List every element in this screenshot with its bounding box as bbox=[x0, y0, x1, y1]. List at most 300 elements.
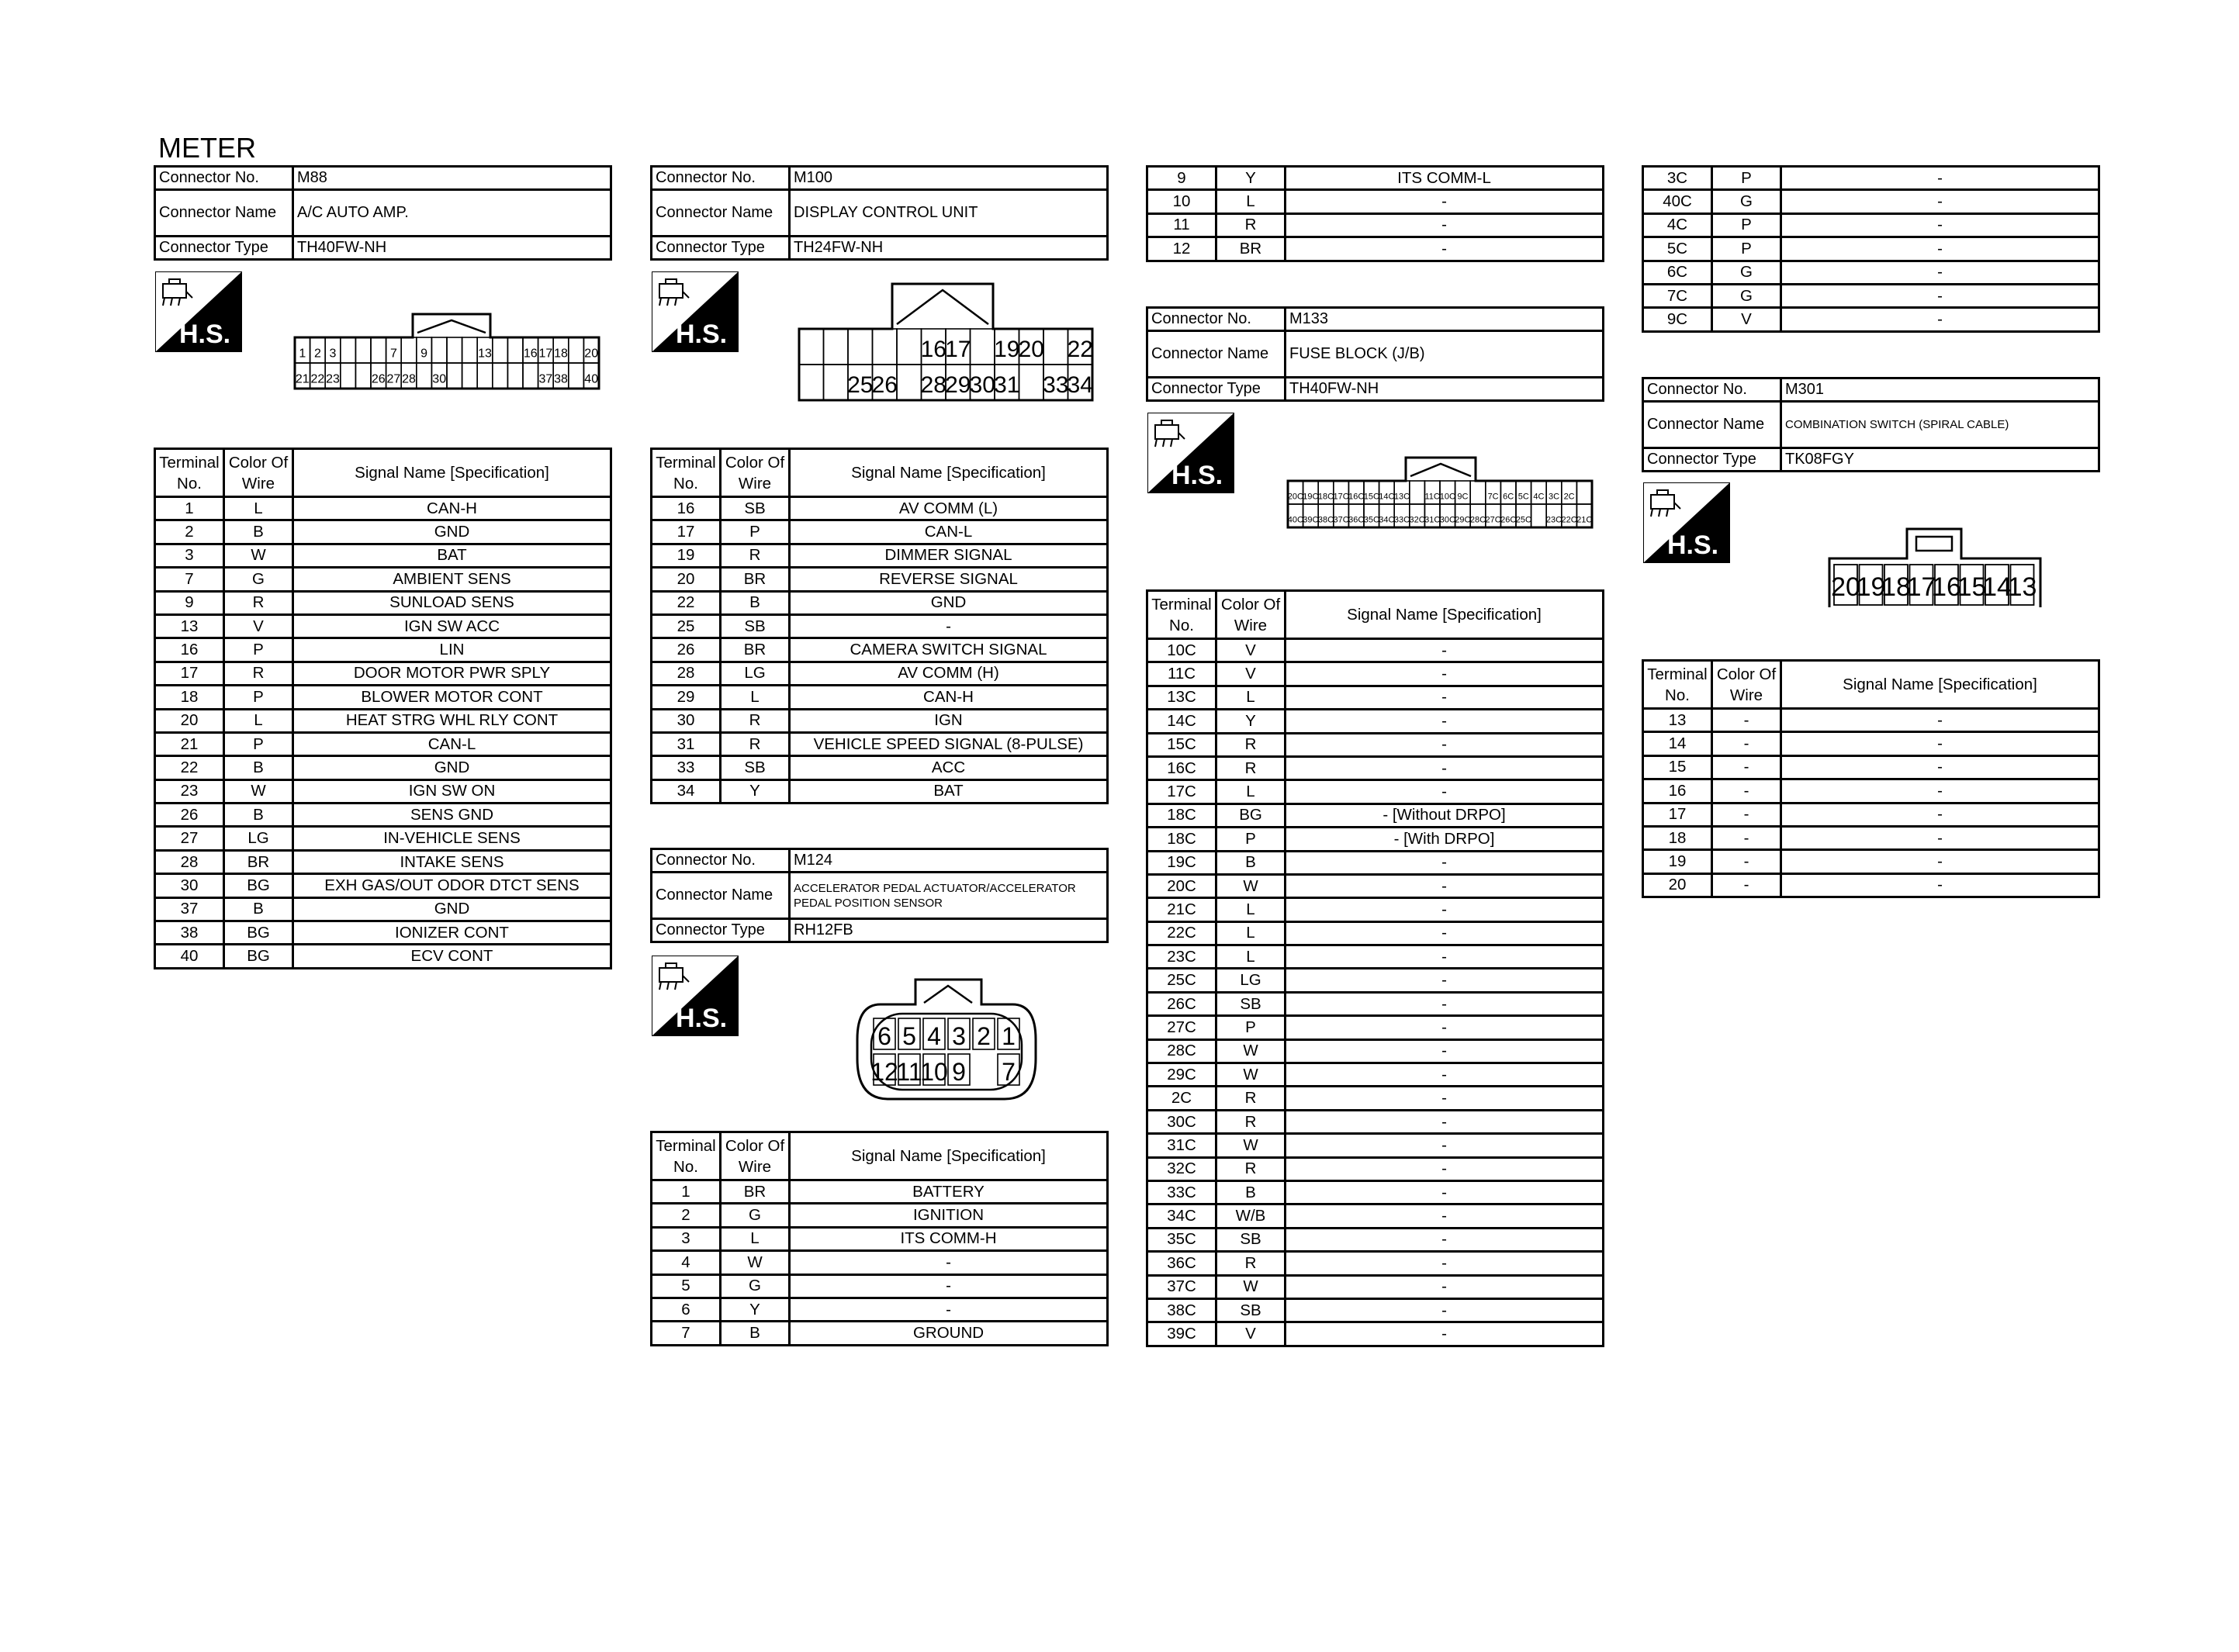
connector-pin-label: 34 bbox=[1067, 372, 1093, 398]
wire-color: P bbox=[1712, 167, 1781, 190]
wire-color: P bbox=[1216, 828, 1286, 851]
connector-pin-label: 27C bbox=[1485, 515, 1501, 525]
wire-color: G bbox=[1712, 284, 1781, 307]
wire-color: Y bbox=[721, 1298, 790, 1321]
header-color-of-wire bbox=[721, 449, 790, 497]
wire-color: Y bbox=[1216, 167, 1286, 190]
table-row bbox=[1643, 755, 2099, 779]
signal-table-m124-continued bbox=[1146, 165, 1604, 262]
terminal-no: 4 bbox=[652, 1251, 721, 1274]
signal-name: - bbox=[1781, 284, 2099, 307]
terminal-no: 7C bbox=[1643, 284, 1712, 307]
table-row bbox=[1147, 639, 1604, 662]
terminal-no: 2 bbox=[155, 520, 224, 544]
terminal-no: 37C bbox=[1147, 1275, 1216, 1298]
table-row bbox=[1147, 1180, 1604, 1204]
connector-pin-label: 18 bbox=[1881, 572, 1911, 602]
terminal-no: 31C bbox=[1147, 1134, 1216, 1157]
connector-pin-label: 39C bbox=[1303, 515, 1319, 525]
header-terminal-no-line: No. bbox=[673, 1157, 698, 1176]
wire-color: - bbox=[1712, 732, 1781, 755]
signal-name: - bbox=[1781, 167, 2099, 190]
table-row bbox=[652, 544, 1108, 567]
header-terminal-no-line: Terminal bbox=[656, 1136, 716, 1155]
table-row bbox=[1147, 1087, 1604, 1110]
table-row bbox=[652, 1251, 1108, 1274]
wire-color: R bbox=[1216, 756, 1286, 779]
wire-color: P bbox=[224, 638, 293, 662]
terminal-no: 3 bbox=[155, 544, 224, 567]
connector-pin-label: 29C bbox=[1455, 515, 1471, 525]
terminal-no: 13C bbox=[1147, 686, 1216, 709]
wire-color: R bbox=[1216, 1252, 1286, 1275]
signal-name: - bbox=[1781, 213, 2099, 237]
header-terminal-no-line: Terminal bbox=[1647, 665, 1708, 683]
signal-name: - bbox=[1781, 850, 2099, 873]
table-row bbox=[652, 520, 1108, 544]
signal-name: GROUND bbox=[790, 1322, 1108, 1345]
terminal-no: 12 bbox=[1147, 237, 1216, 261]
table-row bbox=[1147, 710, 1604, 733]
terminal-no: 26C bbox=[1147, 992, 1216, 1015]
connector-pin-label: 13 bbox=[2007, 572, 2037, 602]
terminal-no: 13 bbox=[1643, 709, 1712, 732]
table-row bbox=[1643, 850, 2099, 873]
connector-pin-label: 11 bbox=[896, 1058, 922, 1086]
table-row bbox=[652, 568, 1108, 591]
signal-name: - bbox=[1286, 213, 1604, 237]
wire-color: P bbox=[721, 520, 790, 544]
connector-info-m133 bbox=[1146, 306, 1604, 402]
connector-type-value: TH40FW-NH bbox=[293, 237, 611, 260]
connector-pin-label: 28 bbox=[402, 372, 416, 386]
wire-color: - bbox=[1712, 779, 1781, 803]
signal-name: - bbox=[1286, 969, 1604, 992]
connector-type-value: RH12FB bbox=[790, 919, 1108, 942]
hs-connector-icon bbox=[652, 271, 739, 352]
signal-name: REVERSE SIGNAL bbox=[790, 568, 1108, 591]
signal-name: - bbox=[1781, 237, 2099, 261]
connector-no-value: M100 bbox=[790, 167, 1108, 190]
connector-pin-label: 3 bbox=[952, 1022, 966, 1050]
wire-color: B bbox=[224, 897, 293, 921]
header-terminal-no bbox=[155, 449, 224, 497]
signal-name: ITS COMM-L bbox=[1286, 167, 1604, 190]
connector-pin-label: 15C bbox=[1363, 492, 1379, 502]
signal-name: LIN bbox=[293, 638, 611, 662]
terminal-no: 17C bbox=[1147, 780, 1216, 804]
signal-name: - bbox=[1286, 1134, 1604, 1157]
terminal-no: 23 bbox=[155, 779, 224, 803]
wire-color: - bbox=[1712, 826, 1781, 849]
connector-pin-label: 11C bbox=[1424, 492, 1440, 502]
wire-color: Y bbox=[1216, 710, 1286, 733]
terminal-no: 19 bbox=[1643, 850, 1712, 873]
terminal-no: 26 bbox=[155, 804, 224, 827]
connector-pin-label: 3 bbox=[329, 347, 337, 361]
table-row bbox=[155, 897, 611, 921]
connector-info-m301 bbox=[1642, 377, 2100, 472]
table-row bbox=[155, 638, 611, 662]
signal-name: - bbox=[1781, 732, 2099, 755]
signal-name: - bbox=[1286, 1298, 1604, 1322]
wire-color: - bbox=[1712, 850, 1781, 873]
connector-pin-label: 22C bbox=[1561, 515, 1577, 525]
wire-color: W bbox=[1216, 1275, 1286, 1298]
header-color-of-wire-line: Wire bbox=[241, 474, 275, 492]
connector-pin-label: 30 bbox=[969, 372, 995, 398]
signal-name: CAN-H bbox=[293, 497, 611, 520]
connector-pin-label: 34C bbox=[1379, 515, 1395, 525]
wire-color: SB bbox=[721, 497, 790, 520]
terminal-no: 20 bbox=[155, 709, 224, 732]
signal-table-m124 bbox=[650, 1131, 1109, 1346]
connector-name-value: DISPLAY CONTROL UNIT bbox=[790, 190, 1108, 237]
wire-color: P bbox=[224, 686, 293, 709]
signal-name: - bbox=[1286, 921, 1604, 945]
connector-pin-label: 7 bbox=[1002, 1058, 1016, 1086]
connector-pin-label: 16C bbox=[1348, 492, 1365, 502]
table-row bbox=[155, 614, 611, 638]
signal-name: AV COMM (H) bbox=[790, 662, 1108, 685]
terminal-no: 20 bbox=[652, 568, 721, 591]
signal-name: GND bbox=[790, 591, 1108, 614]
terminal-no: 27C bbox=[1147, 1016, 1216, 1039]
wire-color: W bbox=[1216, 1134, 1286, 1157]
wire-color: W bbox=[721, 1251, 790, 1274]
wire-color: R bbox=[1216, 1157, 1286, 1180]
terminal-no: 18 bbox=[155, 686, 224, 709]
terminal-no: 38C bbox=[1147, 1298, 1216, 1322]
signal-name: IONIZER CONT bbox=[293, 921, 611, 945]
table-row bbox=[652, 638, 1108, 662]
connector-pin-label: 13 bbox=[478, 347, 492, 361]
page-title: METER bbox=[158, 132, 256, 164]
label-connector-type: Connector Type bbox=[155, 237, 293, 260]
signal-name: DIMMER SIGNAL bbox=[790, 544, 1108, 567]
connector-diagram-m124 bbox=[850, 966, 1043, 1107]
table-row bbox=[1147, 1322, 1604, 1346]
header-terminal-no bbox=[652, 1132, 721, 1180]
connector-pin-label: 7 bbox=[389, 347, 397, 361]
wire-color: SB bbox=[721, 614, 790, 638]
table-row bbox=[1147, 1228, 1604, 1251]
wire-color: B bbox=[1216, 851, 1286, 874]
signal-name: - bbox=[1286, 1275, 1604, 1298]
header-color-of-wire bbox=[721, 1132, 790, 1180]
table-row bbox=[652, 1322, 1108, 1345]
connector-pin-label: 19 bbox=[994, 336, 1020, 362]
terminal-no: 16 bbox=[155, 638, 224, 662]
signal-name: - bbox=[1286, 756, 1604, 779]
table-row bbox=[1147, 921, 1604, 945]
connector-pin-label: 21 bbox=[295, 372, 310, 386]
hs-label: H.S. bbox=[1171, 461, 1223, 490]
signal-name: - bbox=[790, 1298, 1108, 1321]
header-signal-name: Signal Name [Specification] bbox=[1781, 661, 2099, 709]
signal-name: IGN SW ON bbox=[293, 779, 611, 803]
signal-name: - bbox=[1286, 1228, 1604, 1251]
label-connector-name: Connector Name bbox=[1643, 402, 1781, 448]
wire-color: L bbox=[1216, 898, 1286, 921]
table-row bbox=[155, 544, 611, 567]
wire-color: LG bbox=[224, 827, 293, 850]
signal-name: - [Without DRPO] bbox=[1286, 804, 1604, 827]
terminal-no: 30 bbox=[155, 874, 224, 897]
signal-name: ECV CONT bbox=[293, 945, 611, 968]
table-row bbox=[155, 874, 611, 897]
header-color-of-wire-line: Color Of bbox=[1220, 595, 1281, 613]
label-connector-type: Connector Type bbox=[652, 237, 790, 260]
terminal-no: 19C bbox=[1147, 851, 1216, 874]
table-row bbox=[1147, 1134, 1604, 1157]
terminal-no: 35C bbox=[1147, 1228, 1216, 1251]
connector-pin-label: 9 bbox=[420, 347, 428, 361]
wire-color: P bbox=[1712, 213, 1781, 237]
wire-color: Y bbox=[721, 779, 790, 803]
terminal-no: 37 bbox=[155, 897, 224, 921]
signal-name: AV COMM (L) bbox=[790, 497, 1108, 520]
table-row bbox=[1643, 709, 2099, 732]
table-row bbox=[155, 686, 611, 709]
connector-pin-label: 20 bbox=[1018, 336, 1044, 362]
table-row bbox=[1643, 873, 2099, 897]
header-terminal-no-line: Terminal bbox=[1151, 595, 1212, 613]
connector-name-value: FUSE BLOCK (J/B) bbox=[1286, 331, 1604, 378]
signal-name: - bbox=[1286, 190, 1604, 213]
terminal-no: 40 bbox=[155, 945, 224, 968]
signal-name: - bbox=[1286, 851, 1604, 874]
signal-table-m133 bbox=[1146, 589, 1604, 1347]
connector-pin-label: 38C bbox=[1317, 515, 1334, 525]
wire-color: R bbox=[1216, 213, 1286, 237]
table-row bbox=[1147, 686, 1604, 709]
terminal-no: 23C bbox=[1147, 945, 1216, 969]
table-row bbox=[652, 1227, 1108, 1250]
table-row bbox=[1147, 804, 1604, 827]
label-connector-no: Connector No. bbox=[1147, 308, 1286, 331]
signal-name: - bbox=[1286, 686, 1604, 709]
terminal-no: 10C bbox=[1147, 639, 1216, 662]
signal-name: HEAT STRG WHL RLY CONT bbox=[293, 709, 611, 732]
signal-name: SUNLOAD SENS bbox=[293, 591, 611, 614]
table-row bbox=[652, 686, 1108, 709]
terminal-no: 16 bbox=[652, 497, 721, 520]
connector-name-value: COMBINATION SWITCH (SPIRAL CABLE) bbox=[1781, 402, 2099, 448]
terminal-no: 7 bbox=[652, 1322, 721, 1345]
hs-connector-icon bbox=[1147, 413, 1234, 493]
connector-no-value: M301 bbox=[1781, 378, 2099, 402]
connector-pin-label: 13C bbox=[1393, 492, 1410, 502]
connector-pin-label: 20C bbox=[1287, 492, 1303, 502]
table-row bbox=[652, 591, 1108, 614]
terminal-no: 4C bbox=[1643, 213, 1712, 237]
signal-name: - bbox=[1286, 1157, 1604, 1180]
connector-pin-label: 10C bbox=[1439, 492, 1455, 502]
table-row bbox=[652, 614, 1108, 638]
header-signal-name: Signal Name [Specification] bbox=[790, 1132, 1108, 1180]
signal-name: VEHICLE SPEED SIGNAL (8-PULSE) bbox=[790, 732, 1108, 755]
terminal-no: 36C bbox=[1147, 1252, 1216, 1275]
wire-color: V bbox=[1712, 308, 1781, 331]
wire-color: L bbox=[721, 686, 790, 709]
terminal-no: 2 bbox=[652, 1204, 721, 1227]
table-row bbox=[155, 568, 611, 591]
connector-pin-label: 19 bbox=[1856, 572, 1886, 602]
connector-pin-label: 33C bbox=[1393, 515, 1410, 525]
connector-pin-label: 37C bbox=[1333, 515, 1349, 525]
label-connector-name: Connector Name bbox=[652, 873, 790, 919]
signal-name: GND bbox=[293, 756, 611, 779]
connector-type-value: TH24FW-NH bbox=[790, 237, 1108, 260]
wire-color: R bbox=[721, 709, 790, 732]
header-terminal-no-line: Terminal bbox=[159, 453, 220, 472]
signal-name: - bbox=[1286, 639, 1604, 662]
connector-pin-label: 16 bbox=[1932, 572, 1961, 602]
wire-color: P bbox=[224, 732, 293, 755]
signal-name: BAT bbox=[293, 544, 611, 567]
wire-color: R bbox=[721, 544, 790, 567]
connector-diagram-m301 bbox=[1823, 518, 2048, 607]
connector-pin-label: 25C bbox=[1515, 515, 1531, 525]
header-terminal-no bbox=[652, 449, 721, 497]
wire-color: V bbox=[1216, 1322, 1286, 1346]
label-connector-no: Connector No. bbox=[155, 167, 293, 190]
terminal-no: 16C bbox=[1147, 756, 1216, 779]
wire-color: B bbox=[721, 1322, 790, 1345]
signal-table-m100 bbox=[650, 448, 1109, 804]
signal-name: - bbox=[1286, 662, 1604, 686]
wire-color: G bbox=[1712, 261, 1781, 284]
terminal-no: 25C bbox=[1147, 969, 1216, 992]
terminal-no: 28 bbox=[155, 850, 224, 873]
signal-table-m301 bbox=[1642, 659, 2100, 898]
connector-pin-label: 15 bbox=[1957, 572, 1987, 602]
connector-pin-label: 26 bbox=[371, 372, 386, 386]
wire-color: L bbox=[224, 497, 293, 520]
wire-color: G bbox=[721, 1204, 790, 1227]
connector-pin-label: 10 bbox=[920, 1058, 948, 1086]
label-connector-type: Connector Type bbox=[1147, 378, 1286, 401]
connector-pin-label: 17 bbox=[1906, 572, 1936, 602]
table-row bbox=[1147, 1275, 1604, 1298]
wire-color: W bbox=[224, 544, 293, 567]
wire-color: BR bbox=[721, 1180, 790, 1204]
table-row bbox=[1147, 945, 1604, 969]
wire-color: - bbox=[1712, 755, 1781, 779]
signal-name: - bbox=[1286, 1063, 1604, 1087]
connector-pin-label: 28 bbox=[920, 372, 946, 398]
connector-pin-label: 31 bbox=[994, 372, 1020, 398]
terminal-no: 26 bbox=[652, 638, 721, 662]
wire-color: SB bbox=[1216, 992, 1286, 1015]
connector-pin-label: 30C bbox=[1439, 515, 1455, 525]
connector-pin-label: 40 bbox=[584, 372, 599, 386]
table-row bbox=[1147, 1298, 1604, 1322]
table-row bbox=[1147, 237, 1604, 261]
wire-color: G bbox=[721, 1274, 790, 1298]
signal-name: - bbox=[1286, 1322, 1604, 1346]
wire-color: G bbox=[224, 568, 293, 591]
terminal-no: 1 bbox=[652, 1180, 721, 1204]
table-row bbox=[1643, 167, 2099, 190]
signal-name: CAN-L bbox=[790, 520, 1108, 544]
wire-color: BG bbox=[224, 945, 293, 968]
hs-label: H.S. bbox=[178, 320, 231, 349]
wire-color: R bbox=[1216, 1110, 1286, 1133]
connector-pin-label: 36C bbox=[1348, 515, 1365, 525]
terminal-no: 15C bbox=[1147, 733, 1216, 756]
signal-name: DOOR MOTOR PWR SPLY bbox=[293, 662, 611, 685]
header-color-of-wire bbox=[1712, 661, 1781, 709]
connector-pin-label: 17C bbox=[1333, 492, 1349, 502]
signal-name: - bbox=[1286, 733, 1604, 756]
terminal-no: 11 bbox=[1147, 213, 1216, 237]
connector-no-value: M124 bbox=[790, 849, 1108, 873]
signal-name: - bbox=[790, 1251, 1108, 1274]
connector-pin-label: 17 bbox=[538, 347, 553, 361]
terminal-no: 21C bbox=[1147, 898, 1216, 921]
wire-color: V bbox=[1216, 662, 1286, 686]
table-row bbox=[1643, 213, 2099, 237]
connector-pin-label: 5 bbox=[902, 1022, 916, 1050]
connector-pin-label: 9 bbox=[952, 1058, 966, 1086]
connector-pin-label: 5C bbox=[1517, 492, 1529, 502]
terminal-no: 30 bbox=[652, 709, 721, 732]
terminal-no: 6C bbox=[1643, 261, 1712, 284]
terminal-no: 5 bbox=[652, 1274, 721, 1298]
wire-color: B bbox=[1216, 1180, 1286, 1204]
connector-pin-label: 25 bbox=[847, 372, 874, 398]
table-row bbox=[1147, 851, 1604, 874]
signal-name: - bbox=[1286, 992, 1604, 1015]
table-row bbox=[1643, 779, 2099, 803]
wire-color: B bbox=[224, 756, 293, 779]
wire-color: R bbox=[1216, 1087, 1286, 1110]
table-row bbox=[1147, 756, 1604, 779]
wire-color: P bbox=[1216, 1016, 1286, 1039]
terminal-no: 32C bbox=[1147, 1157, 1216, 1180]
header-color-of-wire-line: Wire bbox=[738, 474, 772, 492]
wire-color: L bbox=[1216, 921, 1286, 945]
terminal-no: 17 bbox=[155, 662, 224, 685]
table-row bbox=[1643, 190, 2099, 213]
table-row bbox=[1643, 284, 2099, 307]
wire-color: BR bbox=[224, 850, 293, 873]
signal-name: - bbox=[1781, 803, 2099, 826]
signal-name: AMBIENT SENS bbox=[293, 568, 611, 591]
signal-name: CAN-L bbox=[293, 732, 611, 755]
table-row bbox=[652, 732, 1108, 755]
terminal-no: 19 bbox=[652, 544, 721, 567]
connector-pin-label: 40C bbox=[1287, 515, 1303, 525]
connector-pin-label: 20 bbox=[1831, 572, 1860, 602]
connector-pin-label: 3C bbox=[1548, 492, 1560, 502]
wire-color: R bbox=[224, 591, 293, 614]
wire-color: L bbox=[1216, 945, 1286, 969]
hs-label: H.S. bbox=[675, 320, 728, 349]
table-row bbox=[155, 804, 611, 827]
terminal-no: 25 bbox=[652, 614, 721, 638]
connector-pin-label: 14 bbox=[1982, 572, 2012, 602]
hs-connector-icon bbox=[155, 271, 242, 352]
label-connector-no: Connector No. bbox=[1643, 378, 1781, 402]
label-connector-name: Connector Name bbox=[1147, 331, 1286, 378]
connector-pin-label: 9C bbox=[1457, 492, 1469, 502]
table-row bbox=[155, 662, 611, 685]
signal-name: ITS COMM-H bbox=[790, 1227, 1108, 1250]
wire-color: R bbox=[224, 662, 293, 685]
